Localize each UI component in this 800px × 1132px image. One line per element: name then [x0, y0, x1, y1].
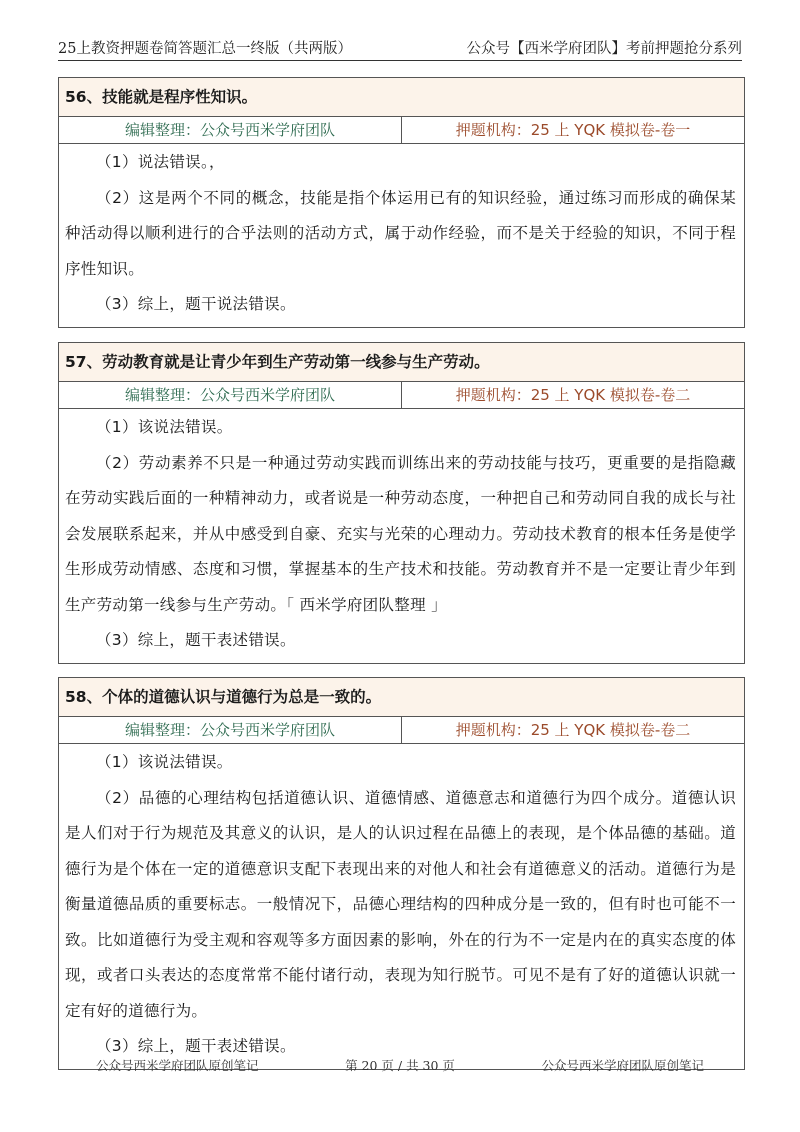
- source-credit: 押题机构：25 上 YQK 模拟卷-卷二: [455, 386, 691, 404]
- answer-paragraph: （2）劳动素养不只是一种通过劳动实践而训练出来的劳动技能与技巧，更重要的是指隐藏在劳动实践后面的一种精神动力，或者说是一种劳动态度，一种把自己和劳动同自我的成长与社会发展联系起来，并从中感受到自豪、充实与光荣的心理动力。劳动技术教育的根本任务是使学生形成劳动情感、态度和习惯，掌握基本的生产技术和技能。劳动教育并不是一定要让青少年到生产劳动第一线参与生产劳动。「 西米学府团队整理 」: [65, 453, 736, 614]
- footer-right-note: 公众号西米学府团队原创笔记: [541, 1058, 704, 1073]
- answer-body: [59, 144, 744, 327]
- question-block-58: [58, 677, 745, 1070]
- answer-paragraph: （1）说法错误。，: [96, 153, 225, 171]
- editor-credit: 编辑整理：公众号西米学府团队: [59, 382, 402, 408]
- question-title: 57、劳动教育就是让青少年到生产劳动第一线参与生产劳动。: [59, 343, 744, 382]
- page-footer: [58, 1056, 742, 1076]
- source-credit: 押题机构：25 上 YQK 模拟卷-卷二: [455, 721, 691, 739]
- footer-left-note: 公众号西米学府团队原创笔记: [96, 1058, 259, 1073]
- editor-credit: 编辑整理：公众号西米学府团队: [59, 117, 402, 143]
- question-block-56: [58, 77, 745, 328]
- answer-paragraph: （2）这是两个不同的概念，技能是指个体运用已有的知识经验，通过练习而形成的确保某种活动得以顺利进行的合乎法则的活动方式，属于动作经验，而不是关于经验的知识，不同于程序性知识。: [65, 188, 736, 278]
- answer-paragraph: （3）综上，题干说法错误。: [96, 295, 296, 313]
- answer-body: [59, 409, 744, 663]
- answer-paragraph: （1）该说法错误。: [96, 753, 233, 771]
- answer-body: [59, 744, 744, 1069]
- question-meta-row: [59, 717, 744, 744]
- page-header: [58, 34, 742, 61]
- answer-paragraph: （3）综上，题干表述错误。: [96, 631, 296, 649]
- question-meta-row: [59, 382, 744, 409]
- answer-paragraph: （1）该说法错误。: [96, 418, 233, 436]
- answer-paragraph: （3）综上，题干表述错误。: [96, 1037, 296, 1055]
- header-series: 公众号【西米学府团队】考前押题抢分系列: [466, 41, 742, 57]
- question-title: 56、技能就是程序性知识。: [59, 78, 744, 117]
- header-title: 25上教资押题卷简答题汇总一终版（共两版）: [58, 41, 352, 57]
- editor-credit: 编辑整理：公众号西米学府团队: [59, 717, 402, 743]
- page-number: 第 20 页 / 共 30 页: [345, 1058, 455, 1073]
- question-meta-row: [59, 117, 744, 144]
- source-credit: 押题机构：25 上 YQK 模拟卷-卷一: [455, 121, 691, 139]
- question-title: 58、个体的道德认识与道德行为总是一致的。: [59, 678, 744, 717]
- answer-paragraph: （2）品德的心理结构包括道德认识、道德情感、道德意志和道德行为四个成分。道德认识是人们对于行为规范及其意义的认识，是人的认识过程在品德上的表现，是个体品德的基础。道德行为是个体在一定的道德意识支配下表现出来的对他人和社会有道德意义的活动。道德行为是衡量道德品质的重要标志。一般情况下，品德心理结构的四种成分是一致的，但有时也可能不一致。比如道德行为受主观和容观等多方面因素的影响，外在的行为不一定是内在的真实态度的体现，或者口头表达的态度常常不能付诸行动，表现为知行脱节。可见不是有了好的道德认识就一定有好的道德行为。: [65, 788, 736, 1020]
- question-block-57: [58, 342, 745, 664]
